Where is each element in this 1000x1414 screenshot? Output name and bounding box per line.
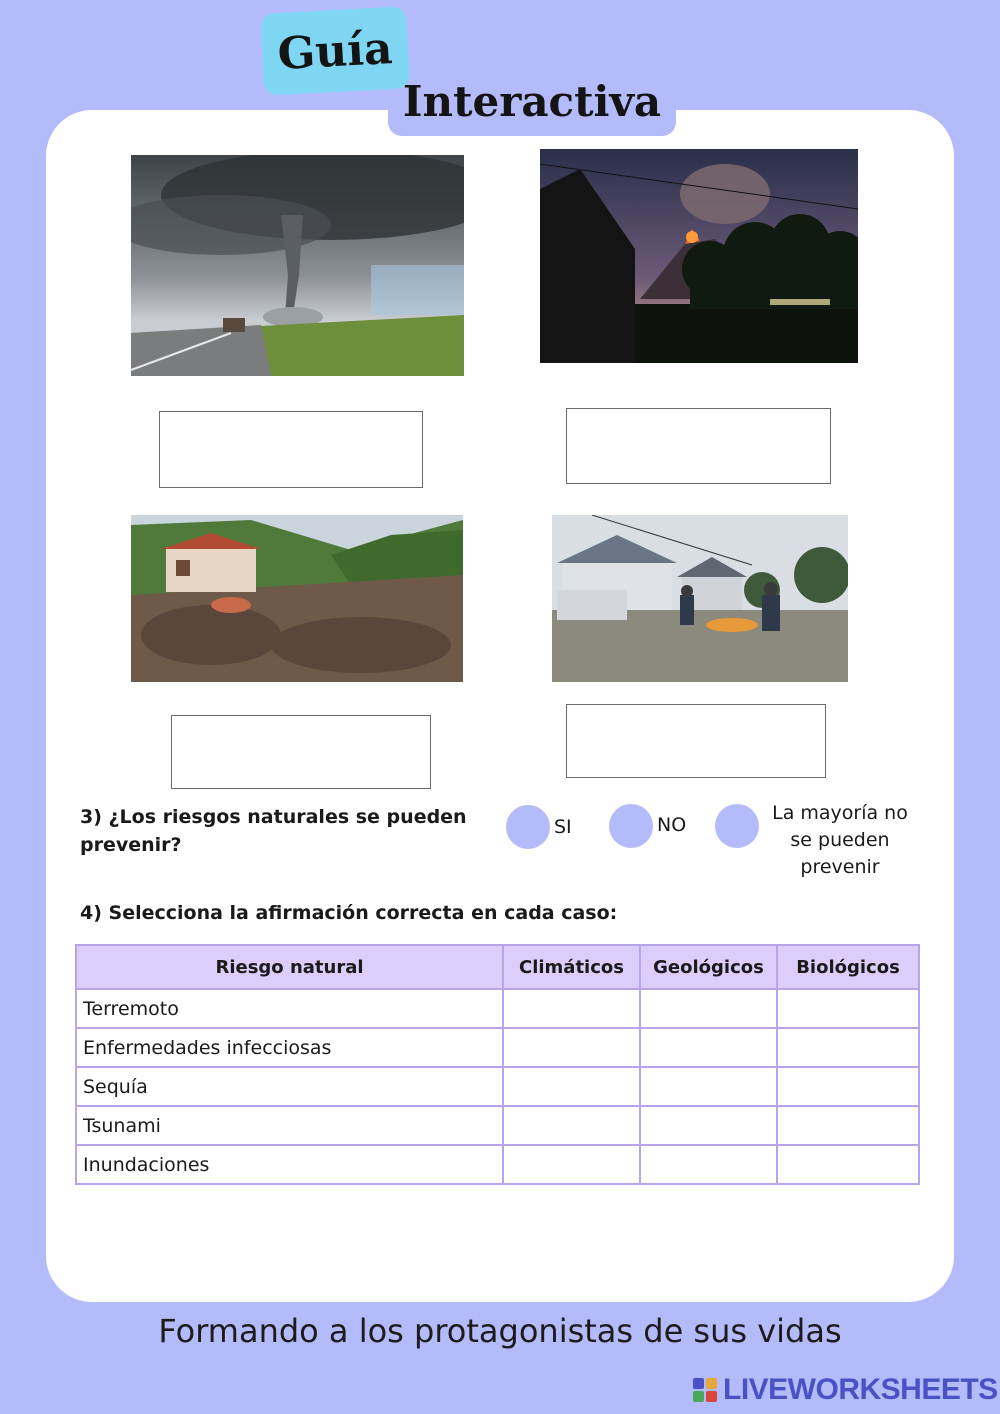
title-badge-guia [260, 6, 410, 96]
cell-sequia-biologicos[interactable] [777, 1067, 919, 1106]
cell-inundaciones-geologicos[interactable] [640, 1145, 777, 1184]
footer-slogan: Formando a los protagonistas de sus vidas [158, 1312, 842, 1350]
title-line2: Interactiva [402, 76, 662, 126]
volcano-photo [540, 149, 858, 363]
row-label-terremoto: Terremoto [76, 989, 503, 1028]
title-line1: Guía [276, 22, 394, 80]
cell-terremoto-climaticos[interactable] [503, 989, 640, 1028]
risk-classification-table [75, 944, 920, 1185]
radio-label-si: SI [554, 816, 572, 838]
table-row [76, 1028, 919, 1067]
answer-box-volcano[interactable] [566, 408, 831, 484]
cell-enfermedades-climaticos[interactable] [503, 1028, 640, 1067]
table-row [76, 989, 919, 1028]
landslide-photo [131, 515, 463, 682]
cell-inundaciones-climaticos[interactable] [503, 1145, 640, 1184]
cell-inundaciones-biologicos[interactable] [777, 1145, 919, 1184]
answer-box-tornado[interactable] [159, 411, 423, 488]
cell-terremoto-biologicos[interactable] [777, 989, 919, 1028]
question-4-text: 4) Selecciona la afirmación correcta en cada caso: [80, 902, 618, 924]
radio-label-no: NO [657, 814, 687, 836]
cell-sequia-climaticos[interactable] [503, 1067, 640, 1106]
liveworksheets-logo-icon [693, 1378, 717, 1402]
radio-label-mayoria: La mayoría no se pueden prevenir [772, 802, 908, 878]
question-3-text: 3) ¿Los riesgos naturales se pueden prevenir? [80, 806, 467, 856]
table-row [76, 1067, 919, 1106]
cell-terremoto-geologicos[interactable] [640, 989, 777, 1028]
header-geologicos: Geológicos [640, 945, 777, 989]
row-label-inundaciones: Inundaciones [76, 1145, 503, 1184]
table-row [76, 1145, 919, 1184]
brand-name: LIVEWORKSHEETS [723, 1373, 998, 1406]
title-badge-interactiva [388, 66, 676, 136]
radio-option-mayoria[interactable] [715, 804, 759, 848]
cell-enfermedades-geologicos[interactable] [640, 1028, 777, 1067]
header-biologicos: Biológicos [777, 945, 919, 989]
liveworksheets-brand[interactable] [693, 1373, 998, 1407]
cell-tsunami-climaticos[interactable] [503, 1106, 640, 1145]
header-riesgo-natural: Riesgo natural [76, 945, 503, 989]
answer-box-landslide[interactable] [171, 715, 431, 789]
row-label-sequia: Sequía [76, 1067, 503, 1106]
table-row [76, 1106, 919, 1145]
row-label-enfermedades: Enfermedades infecciosas [76, 1028, 503, 1067]
cell-sequia-geologicos[interactable] [640, 1067, 777, 1106]
cell-tsunami-geologicos[interactable] [640, 1106, 777, 1145]
cell-tsunami-biologicos[interactable] [777, 1106, 919, 1145]
answer-box-flood[interactable] [566, 704, 826, 778]
radio-option-si[interactable] [506, 805, 550, 849]
flood-photo [552, 515, 848, 682]
row-label-tsunami: Tsunami [76, 1106, 503, 1145]
tornado-photo [131, 155, 464, 376]
header-climaticos: Climáticos [503, 945, 640, 989]
radio-option-no[interactable] [609, 804, 653, 848]
cell-enfermedades-biologicos[interactable] [777, 1028, 919, 1067]
